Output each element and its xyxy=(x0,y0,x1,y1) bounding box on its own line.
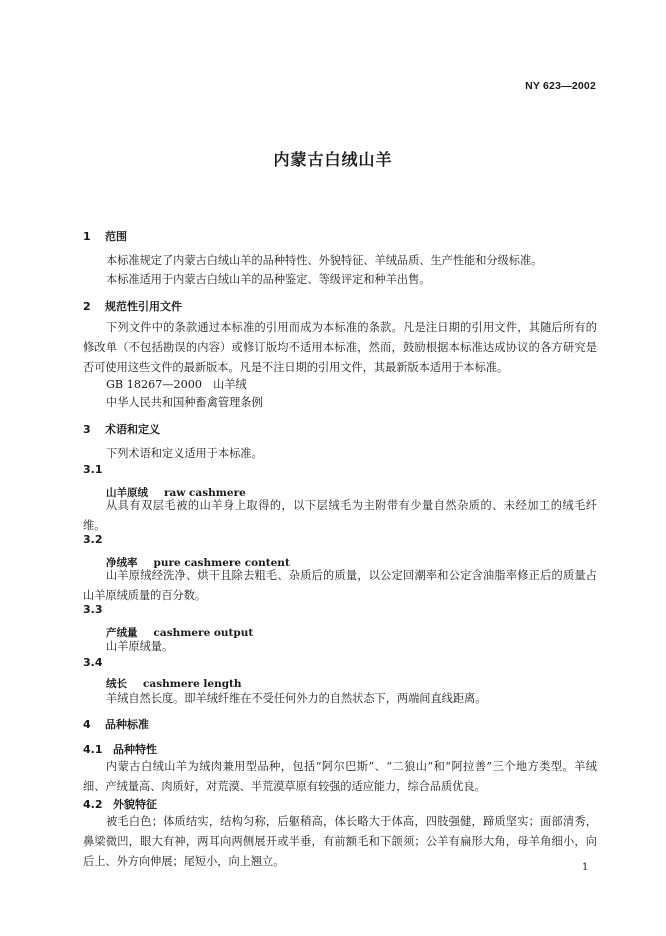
term-3-4-number: 3.4 xyxy=(83,656,103,669)
term-3-2-number: 3.2 xyxy=(83,533,103,546)
term-3-1-definition xyxy=(83,496,597,536)
section-title: 品种标准 xyxy=(105,718,149,731)
term-cn: 产绒量 xyxy=(106,627,138,639)
term-cn: 绒长 xyxy=(106,678,127,690)
term-en: pure cashmere content xyxy=(153,557,290,569)
term-en: raw cashmere xyxy=(164,487,246,499)
section-number: 4 xyxy=(83,718,91,731)
section-number: 2 xyxy=(83,300,91,313)
page-number: 1 xyxy=(582,862,589,873)
section-2-heading xyxy=(83,298,182,314)
subsection-4-2-heading xyxy=(83,796,157,812)
subsection-4-1-heading xyxy=(83,741,157,757)
term-3-4-definition: 羊绒自然长度。即羊绒纤维在不受任何外力的自然状态下，两端间直线距离。 xyxy=(106,692,487,705)
term-3-2-definition xyxy=(83,566,597,606)
term-3-2-definition-text: 山羊原绒经洗净、烘干且除去粗毛、杂质后的质量，以公定回潮率和公定含油脂率修正后的质量占山羊原绒质量的百分数。 xyxy=(83,569,597,602)
term-cn: 净绒率 xyxy=(106,557,138,569)
subsection-number: 4.2 xyxy=(83,798,103,811)
subsection-4-2-text xyxy=(83,812,597,872)
subsection-title: 外貌特征 xyxy=(113,798,157,811)
subsection-title: 品种特性 xyxy=(113,743,157,756)
section-3-heading xyxy=(83,421,160,437)
term-en: cashmere length xyxy=(143,678,242,690)
term-3-1-number: 3.1 xyxy=(83,463,103,476)
section-1-para-1: 本标准规定了内蒙古白绒山羊的品种特性、外貌特征、羊绒品质、生产性能和分级标准。 xyxy=(106,254,543,267)
section-2-para-1 xyxy=(83,318,597,378)
section-2-para-1-text: 下列文件中的条款通过本标准的引用而成为本标准的条款。凡是注日期的引用文件，其随后所有的修改单（不包括勘误的内容）或修订版均不适用本标准，然而，鼓励根据本标准达成协议的各方研究是否可使用这些文件的最新版本。凡是不注日期的引用文件，其最新版本适用于本标准。 xyxy=(83,321,597,374)
term-3-4-heading xyxy=(106,672,242,691)
section-3-intro: 下列术语和定义适用于本标准。 xyxy=(106,447,263,460)
document-title: 内蒙古白绒山羊 xyxy=(273,150,393,169)
section-1-heading xyxy=(83,228,127,244)
section-number: 3 xyxy=(83,423,91,436)
term-3-3-number: 3.3 xyxy=(83,603,103,616)
subsection-number: 4.1 xyxy=(83,743,103,756)
subsection-4-1-text xyxy=(83,757,597,797)
subsection-4-2-text-body: 被毛白色；体质结实，结构匀称，后躯稍高，体长略大于体高，四肢强健，蹄质坚实；面部清秀，鼻梁微凹，眼大有神，两耳向两侧展开或半垂，有前额毛和下颌须；公羊有扁形大角，母羊角细小，向后上、外方向伸展；尾短小，向上翘立。 xyxy=(83,815,597,868)
standard-number: NY 623—2002 xyxy=(525,80,596,92)
section-1-para-2: 本标准适用于内蒙古白绒山羊的品种鉴定、等级评定和种羊出售。 xyxy=(106,273,431,286)
subsection-4-1-text-body: 内蒙古白绒山羊为绒肉兼用型品种，包括“阿尔巴斯”、“二狼山”和“阿拉善”三个地方类型。羊绒细、产绒量高、肉质好，对荒漠、半荒漠草原有较强的适应能力，综合品质优良。 xyxy=(83,760,597,793)
term-3-3-definition: 山羊原绒量。 xyxy=(106,640,174,653)
reference-2: 中华人民共和国种畜禽管理条例 xyxy=(106,396,263,409)
section-number: 1 xyxy=(83,230,91,243)
term-3-1-definition-text: 从具有双层毛被的山羊身上取得的，以下层绒毛为主附带有少量自然杂质的、未经加工的绒毛纤维。 xyxy=(83,499,597,532)
section-title: 范围 xyxy=(105,230,127,243)
term-cn: 山羊原绒 xyxy=(106,487,148,499)
section-title: 规范性引用文件 xyxy=(105,300,182,313)
section-title: 术语和定义 xyxy=(105,423,160,436)
section-4-heading xyxy=(83,716,149,732)
term-en: cashmere output xyxy=(153,627,254,639)
reference-1: GB 18267—2000 山羊绒 xyxy=(106,378,247,391)
